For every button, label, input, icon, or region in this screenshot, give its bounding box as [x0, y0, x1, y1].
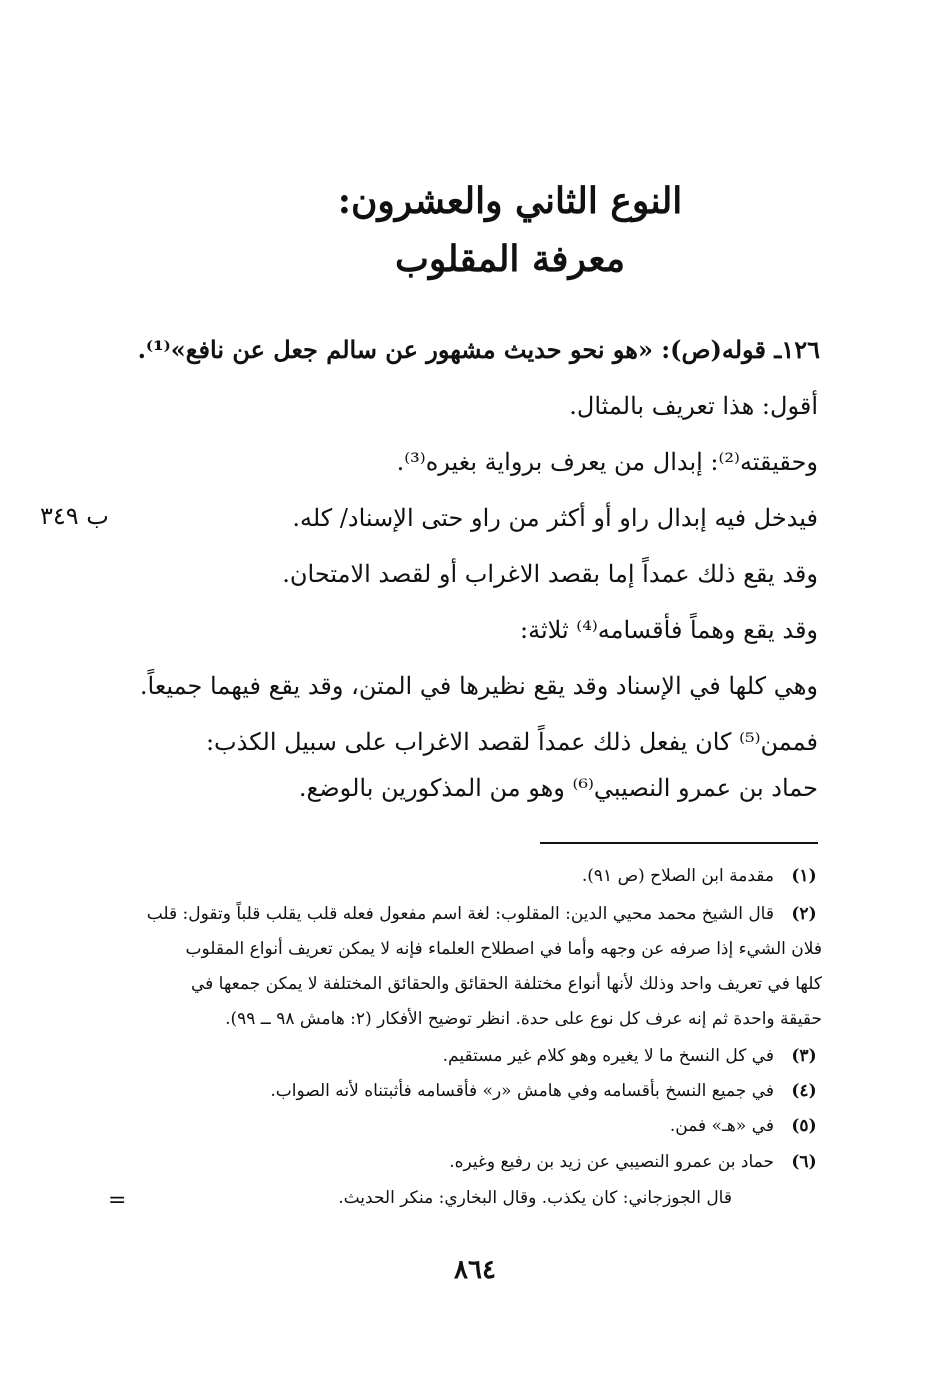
footnote-text: قال الشيخ محمد محيي الدين: المقلوب: لغة اسم مفعول فعله قلب يقلب قلباً وتقول: قلب [146, 904, 774, 924]
footnote-text: حماد بن عمرو النصيبي عن زيد بن رفيع وغيره. [449, 1152, 774, 1172]
footnote-text: مقدمة ابن الصلاح (ص ٩١). [581, 866, 774, 886]
body-line-7: وهي كلها في الإسناد وقد يقع نظيرها في المتن، وقد يقع فيهما جميعاً. [139, 672, 818, 700]
footnote-text: قال الجوزجاني: كان يكذب. وقال البخاري: منكر الحديث. [338, 1188, 732, 1208]
footnote-number: (١) [791, 866, 817, 886]
footnote-text: في «هـ» فمن. [669, 1116, 774, 1136]
footnote-number: (٢) [791, 904, 817, 924]
chapter-subtitle: معرفة المقلوب [395, 238, 625, 280]
page-number: ٨٦٤ [454, 1255, 496, 1285]
footnote-text: في كل النسخ ما لا يغيره وهو كلام غير مستقيم. [442, 1046, 774, 1066]
footnote-text: في جميع النسخ بأقسامه وفي هامش «ر» فأقسامه فأثبتناه لأنه الصواب. [270, 1081, 774, 1101]
body-line-4: فيدخل فيه إبدال راو أو أكثر من راو حتى الإسناد/ كله. [292, 504, 818, 532]
body-line-3: وحقيقته⁽²⁾: إبدال من يعرف برواية بغيره⁽³⁾. [396, 448, 818, 476]
body-line-2: أقول: هذا تعريف بالمثال. [569, 392, 818, 420]
manuscript-folio-note: ب ٣٤٩ [40, 502, 109, 530]
body-line-1: ١٢٦ـ قوله(ص): «هو نحو حديث مشهور عن سالم جعل عن نافع»⁽¹⁾. [137, 335, 820, 364]
footnote-number: (٤) [791, 1081, 817, 1101]
footnote-number: (٣) [791, 1046, 817, 1066]
chapter-title: النوع الثاني والعشرون: [337, 180, 683, 222]
footnote-number: (٦) [791, 1152, 817, 1172]
footnote-text: فلان الشيء إذا صرفه عن وجهه وأما في اصطلاح العلماء فإنه لا يمكن تعريف أنواع المقلوب [185, 939, 822, 959]
body-line-9: حماد بن عمرو النصيبي⁽⁶⁾ وهو من المذكورين بالوضع. [298, 774, 818, 802]
footnote-number: (٥) [791, 1116, 817, 1136]
body-line-8: فممن⁽⁵⁾ كان يفعل ذلك عمداً لقصد الاغراب على سبيل الكذب: [205, 728, 818, 756]
footnote-divider [540, 842, 818, 844]
footnote-text: حقيقة واحدة ثم إنه عرف كل نوع على حدة. انظر توضيح الأفكار (٢: هامش ٩٨ ــ ٩٩). [225, 1009, 822, 1029]
body-line-6: وقد يقع وهماً فأقسامه⁽⁴⁾ ثلاثة: [520, 616, 818, 644]
continuation-mark: = [108, 1188, 127, 1213]
body-line-5: وقد يقع ذلك عمداً إما بقصد الاغراب أو لقصد الامتحان. [282, 560, 818, 588]
footnote-text: كلها في تعريف واحد وذلك لأنها أنواع مختلفة الحقائق والحقائق المختلفة لا يمكن جمعها في [190, 974, 822, 994]
